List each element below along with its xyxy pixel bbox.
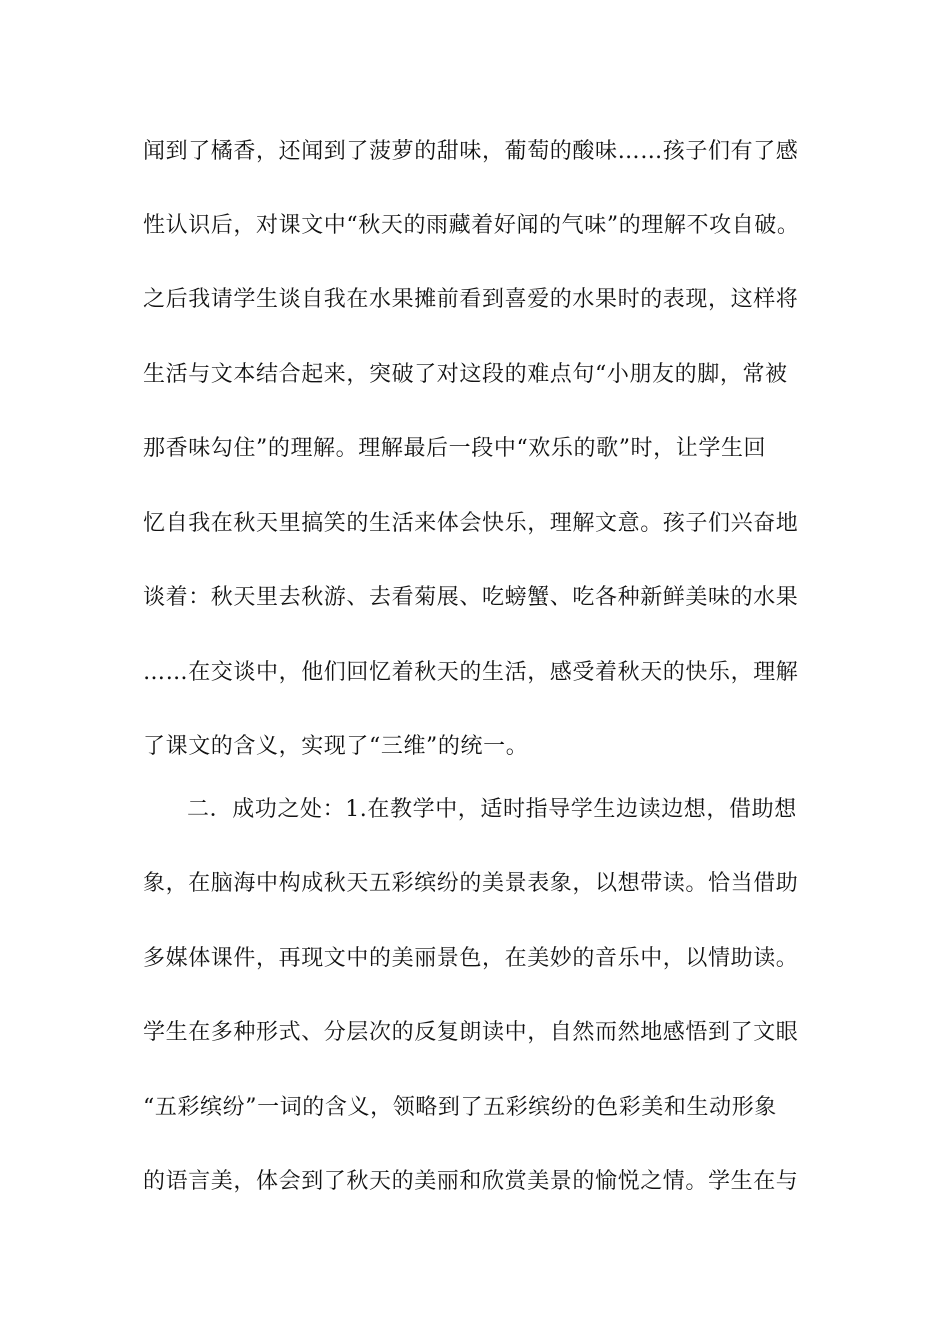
paragraph-line: 之后我请学生谈自我在水果摊前看到喜爱的水果时的表现，这样将 bbox=[143, 287, 799, 312]
paragraph-line: 生活与文本结合起来，突破了对这段的难点句“小朋友的脚，常被 bbox=[143, 362, 788, 387]
paragraph-line: 谈着：秋天里去秋游、去看菊展、吃螃蟹、吃各种新鲜美味的水果 bbox=[143, 585, 799, 610]
paragraph-line: 忆自我在秋天里搞笑的生活来体会快乐，理解文意。孩子们兴奋地 bbox=[143, 511, 799, 536]
paragraph-line: 了课文的含义，实现了“三维”的统一。 bbox=[143, 734, 529, 759]
paragraph-line: 的语言美，体会到了秋天的美丽和欣赏美景的愉悦之情。学生在与 bbox=[143, 1169, 799, 1194]
paragraph-line: “五彩缤纷”一词的含义，领略到了五彩缤纷的色彩美和生动形象 bbox=[143, 1095, 777, 1120]
paragraph-line: 多媒体课件，再现文中的美丽景色，在美妙的音乐中，以情助读。 bbox=[143, 946, 799, 971]
section-heading-line: 二．成功之处：1.在教学中，适时指导学生边读边想，借助想 bbox=[187, 797, 797, 822]
paragraph-line: 闻到了橘香，还闻到了菠萝的甜味，葡萄的酸味……孩子们有了感 bbox=[143, 139, 799, 164]
paragraph-line: 象，在脑海中构成秋天五彩缤纷的美景表象，以想带读。恰当借助 bbox=[143, 871, 799, 896]
paragraph-line: ……在交谈中，他们回忆着秋天的生活，感受着秋天的快乐，理解 bbox=[143, 660, 799, 685]
paragraph-line: 性认识后，对课文中“秋天的雨藏着好闻的气味”的理解不攻自破。 bbox=[143, 213, 800, 238]
paragraph-line: 那香味勾住”的理解。理解最后一段中“欢乐的歌”时，让学生回 bbox=[143, 436, 767, 461]
paragraph-line: 学生在多种形式、分层次的反复朗读中，自然而然地感悟到了文眼 bbox=[143, 1020, 799, 1045]
